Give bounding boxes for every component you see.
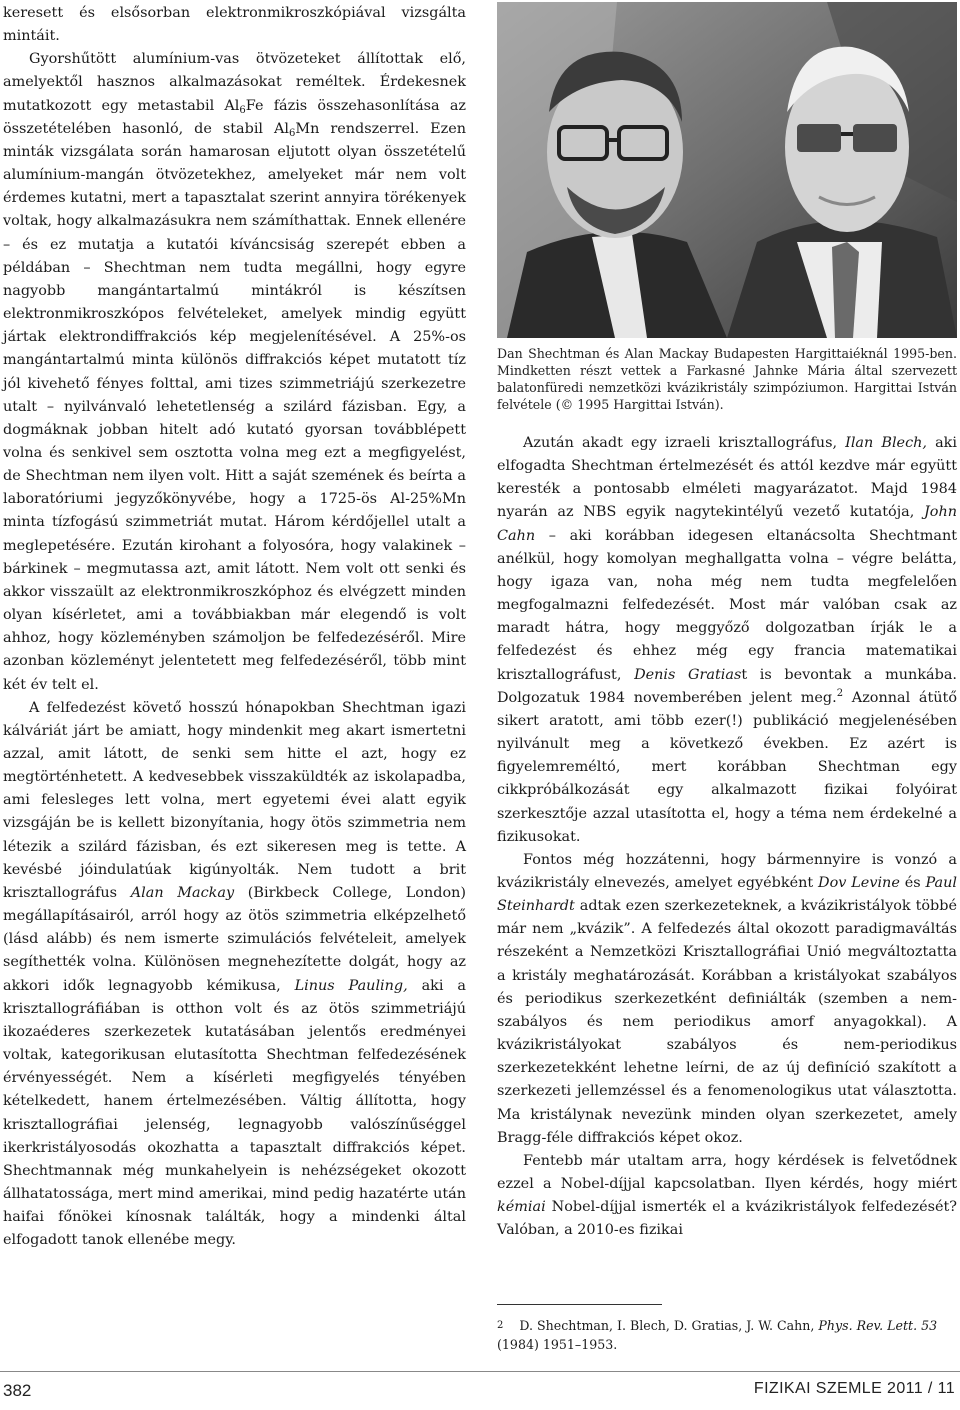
journal-title: FIZIKAI SZEMLE	[753, 1380, 883, 1397]
footnote: $^2$ D. Shechtman, I. Blech, D. Gratias, J. W. Cahn, Phys. Rev. Lett. 53 (1984) 1951–1953.	[497, 1318, 938, 1352]
person-name: Paul Steinhardt	[497, 874, 957, 915]
paragraph: Gyorshűtött alumínium-vas ötvözeteket állítottak elő, amelyektől hasznos alkalmazásokat reméltek. Érdekesnek mutatkozott egy metastabil $Al_6Fe$ fázis összehasonlítása az összetételében hasonló, de stabil $Al_6Mn$ rendszerrel. Ezen minták vizsgálata során hamarosan eljutott olyan összetételű alumínium-mangán ötvözetekhez, amelyeket már nem volt érdemes kutatni, mert a tapasztalat szerint annyira törékenyek voltak, hogy alkalmazásukra nem számíthattak. Ennek ellenére – és ez mutatja a kutatói kíváncsiság szerepét ebben a példában – Shechtman nem tudta megállni, hogy egyre nagyobb mangántartalmú mintákról is készítsen elektronmikroszkópos felvételeket, amelyek mindig együtt jártak elektrondiffrakciós kép megjelenítésével. A 25%-os mangántartalmú minta különös diffrakciós képet mutatott tíz jól kivehető fényes folttal, ami tizes szimmetriájú szerkezetre utalt – nyilvánvaló lehetetlenség a szilárd fázisban. Egy, a dogmáknak jobban hitelt adó kutató gyorsan továbblépett volna és senkivel sem osztotta volna meg ezt a megfigyelést, de Shechtman nem ilyen volt. Hitt a saját szemének és beírta a laboratóriumi jegyzőkönyvébe, hogy a 1725-ös Al-25%Mn minta tízfogású szimmetriát mutat. Három kérdőjellel utalt a meglepetésére. Ezután kirohant a folyosóra, hogy valakinek – bárkinek – megmutassa azt, amit látott. Nem volt ott senki és akkor visszaült az elektronmikroszkóphoz és elvégzett minden olyan kísérletet, ami a továbbiakban már elegendő is volt ahhoz, hogy közleményben számoljon be felfedezéséről. Mire azonban közleményt jelentetett meg felfedezéséről, több mint két év telt el.	[3, 51, 466, 693]
photo-portrait-image	[497, 2, 957, 338]
photo-caption: Dan Shechtman és Alan Mackay Budapesten Hargittaiéknál 1995-ben. Mindketten részt vettek a Farkasné Jahnke Mária által szervezett balatonfüredi nemzetközi kvázikristály szimpóziumon. Hargittai István felvétele (© 1995 Hargittai István).	[497, 346, 957, 412]
emphasis: kémiai	[497, 1199, 546, 1216]
footnote-number: 2	[497, 1320, 504, 1331]
person-name: John Cahn	[497, 504, 957, 544]
portrait-photo	[497, 2, 957, 338]
journal-footer	[754, 1380, 955, 1398]
paragraph: Azután akadt egy izraeli krisztallográfus, Ilan Blech, aki elfogadta Shechtman értelmezését és attól kezdve már együtt keresték a pontosabb elméleti magyarázatot. Majd 1984 nyarán az NBS egyik nagytekintélyű vezető kutatója, John Cahn – aki korábban idegesen eltanácsolta Shechtmant anélkül, hogy komolyan meghallgatta volna – végre belátta, hogy igaza van, noha még nem tudta megfelelően megfogalmazni felfedezését. Most már valóban csak az maradt hátra, hogy meggyőző dolgozatban írják le a felfedezést és ehhez még egy francia matematikai krisztallográfust, Denis Gratiast is bevontak a munkába. Dolgozatuk 1984 novemberében jelent meg.$^2$ Azonnal átütő sikert aratott, ami több ezer(!) publikáció megjelenésében nyilvánult meg a következő években. Ez azért is figyelemreméltó, mert korábban Shechtman egy cikkpróbálkozását egy alkalmazott fizikai folyóirat szerkesztője azzal utasította el, hogy a téma nem érdekelné a fizikusokat.	[497, 435, 957, 845]
right-article-column	[497, 432, 957, 1242]
journal-reference: Phys. Rev. Lett. 53	[818, 1318, 938, 1333]
footnote-reference[interactable]: 2	[836, 687, 844, 699]
paragraph: Fentebb már utaltam arra, hogy kérdések is felvetődnek ezzel a Nobel-díjjal kapcsolatban. Ilyen kérdés, hogy miért kémiai Nobel-díjjal ismerték el a kvázikristályok felfedezését? Valóban, a 2010-es fizikai	[497, 1152, 957, 1239]
person-name: Dov Levine	[818, 874, 900, 891]
paragraph: A felfedezést követő hosszú hónapokban Shechtman igazi kálváriát járt be amiatt, hogy mindenkit meg akart ismertetni azzal, amit látott, de senki sem hitte el azt, hogy ez megtörténhetett. A kedvesebbek visszaküldték az iskolapadba, ami felesleges lett volna, mert egyetemi évei alatt egyik vizsgáján be is kellett bizonyítania, hogy ötös szimmetria nem létezik a szilárd fázisban, és ezt sikeresen meg is tette. A kevésbé jóindulatúak kigúnyolták. Nem tudott a brit krisztallográfus Alan Mackay (Birkbeck College, London) megállapításairól, arról hogy az ötös szimmetria elképzelhető (lásd alább) és nem ismerte szimulációs felvételeit, amelyek segíthették volna. Különösen megnehezítette dolgát, hogy az akkori idők legnagyobb kémikusa, Linus Pauling, aki a krisztallográfiában is otthon volt és az ötös szimmetriájú ikozaéderes szerkezetek kutatásában jelentős eredményei voltak, kategorikusan elutasította Shechtman felfedezésének érvényességét. Nem a kísérleti megfigyelés tényében kételkedett, hanem értelmezésében. Váltig állította, hogy krisztallográfiai jelenség, legnagyobb valószínűséggel ikerkristályosodás okozhatta a tapasztalt diffrakciós képet. Shechtmannak még munkahelyein is nehézségeket okozott állhatatossága, mert mind amerikai, mind pedig hazatérte után haifai főnökei kínosnak találták, hogy a mindenki által elfogadott tanok ellenébe megy.	[3, 699, 466, 1249]
person-name: Denis Gratias	[634, 666, 742, 683]
page-number: 382	[3, 1381, 32, 1400]
left-article-column	[3, 2, 466, 1252]
person-name: Linus Pauling,	[294, 977, 408, 994]
paragraph: keresett és elsősorban elektronmikroszkópiával vizsgálta mintáit.	[3, 5, 466, 45]
journal-issue: 2011 / 11	[887, 1380, 955, 1397]
person-name: Alan Mackay	[130, 884, 235, 901]
person-name: Ilan Blech,	[845, 435, 927, 451]
paragraph: Fontos még hozzátenni, hogy bármennyire is vonzó a kvázikristály elnevezés, amelyet egyébként Dov Levine és Paul Steinhardt adtak ezen szerkezeteknek, a kvázikristályok többé már nem „kvázik”. A felfedezés által okozott paradigmaváltás részeként a Nemzetközi Krisztallográfiai Unió megváltoztatta a kristály meghatározását. Korábban a kristályokat szabályos és periodikus szerkezetként definiálták (szemben a nem-szabályos és nem periodikus amorf anyagokkal). A kvázikristályokat szabályos és nem-periodikus szerkezetekként lehetne leírni, de az új definíció szakított a szerkezeti jellemzéssel és a fenomenologikus utat választotta. Ma kristálynak nevezünk minden olyan szerkezetet, amely Bragg-féle diffrakciós képet okoz.	[497, 851, 957, 1146]
footer-divider	[0, 1371, 960, 1372]
footnote-divider	[497, 1304, 662, 1305]
